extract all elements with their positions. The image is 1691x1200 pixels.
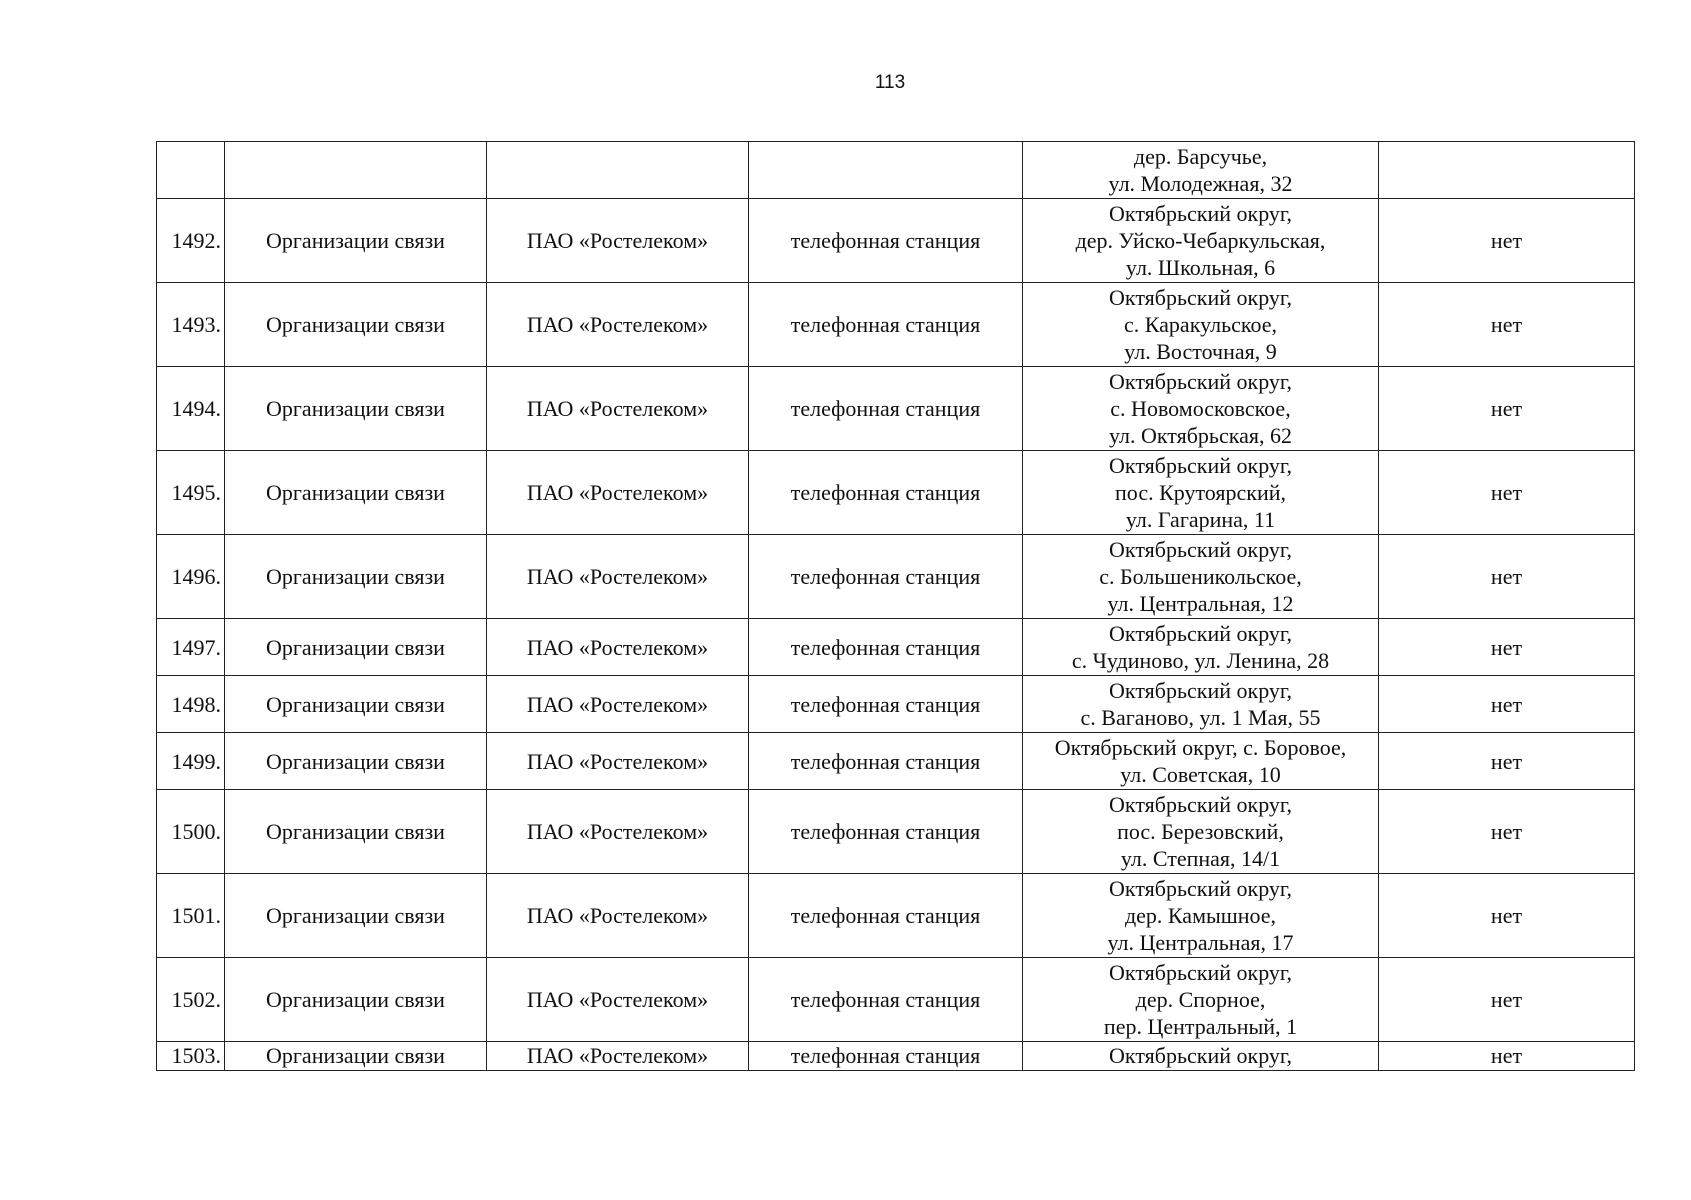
cell-value: нет: [1379, 451, 1635, 535]
cell-address: [1023, 1042, 1379, 1071]
cell-value: нет: [1379, 1042, 1635, 1071]
cell-object: телефонная станция: [749, 619, 1023, 676]
cell-category: Организации связи: [225, 958, 487, 1042]
cell-address: [1023, 283, 1379, 367]
cell-category: [225, 142, 487, 199]
cell-address: [1023, 790, 1379, 874]
cell-category: Организации связи: [225, 733, 487, 790]
cell-category: Организации связи: [225, 535, 487, 619]
cell-value: нет: [1379, 199, 1635, 283]
address-line: Октябрьский округ,: [1109, 678, 1292, 703]
cell-address: [1023, 451, 1379, 535]
cell-value: нет: [1379, 790, 1635, 874]
cell-value: нет: [1379, 619, 1635, 676]
cell-category: Организации связи: [225, 676, 487, 733]
address-line: ул. Молодежная, 32: [1108, 171, 1293, 196]
cell-org: ПАО «Ростелеком»: [487, 958, 749, 1042]
cell-address: [1023, 733, 1379, 790]
cell-value: нет: [1379, 958, 1635, 1042]
cell-value: нет: [1379, 676, 1635, 733]
cell-address: [1023, 619, 1379, 676]
table-row: [157, 619, 1635, 676]
document-table: [156, 141, 1635, 1071]
cell-num: 1498.: [157, 676, 225, 733]
cell-value: нет: [1379, 733, 1635, 790]
page-number: 113: [874, 72, 906, 93]
table-row: [157, 451, 1635, 535]
address-line: Октябрьский округ,: [1109, 285, 1292, 310]
address-line: дер. Спорное,: [1135, 987, 1266, 1012]
cell-num: 1499.: [157, 733, 225, 790]
cell-value: [1379, 142, 1635, 199]
cell-num: 1496.: [157, 535, 225, 619]
address-line: ул. Школьная, 6: [1125, 255, 1276, 280]
cell-num: 1501.: [157, 874, 225, 958]
cell-category: Организации связи: [225, 367, 487, 451]
cell-address: [1023, 676, 1379, 733]
address-line: дер. Барсучье,: [1133, 144, 1268, 169]
cell-object: телефонная станция: [749, 958, 1023, 1042]
table-row: [157, 874, 1635, 958]
cell-object: телефонная станция: [749, 874, 1023, 958]
cell-org: ПАО «Ростелеком»: [487, 676, 749, 733]
cell-category: Организации связи: [225, 199, 487, 283]
address-line: ул. Центральная, 12: [1107, 591, 1294, 616]
cell-object: телефонная станция: [749, 733, 1023, 790]
cell-address: [1023, 535, 1379, 619]
address-line: ул. Центральная, 17: [1107, 930, 1294, 955]
address-line: Октябрьский округ,: [1109, 537, 1292, 562]
address-line: ул. Степная, 14/1: [1120, 846, 1281, 871]
cell-org: [487, 142, 749, 199]
address-line: ул. Октябрьская, 62: [1109, 423, 1292, 448]
cell-object: телефонная станция: [749, 367, 1023, 451]
cell-num: 1495.: [157, 451, 225, 535]
cell-category: Организации связи: [225, 283, 487, 367]
address-line: Октябрьский округ,: [1109, 792, 1292, 817]
address-line: с. Ваганово, ул. 1 Мая, 55: [1080, 705, 1321, 730]
table-body: [157, 142, 1635, 1071]
cell-value: нет: [1379, 874, 1635, 958]
address-line: дер. Уйско-Чебаркульская,: [1075, 228, 1326, 253]
cell-org: ПАО «Ростелеком»: [487, 199, 749, 283]
cell-num: [157, 142, 225, 199]
address-line: пос. Крутоярский,: [1115, 480, 1286, 505]
table-row: [157, 1042, 1635, 1071]
cell-object: телефонная станция: [749, 535, 1023, 619]
cell-org: ПАО «Ростелеком»: [487, 1042, 749, 1071]
cell-num: 1492.: [157, 199, 225, 283]
cell-category: Организации связи: [225, 619, 487, 676]
cell-value: нет: [1379, 367, 1635, 451]
address-line: дер. Камышное,: [1124, 903, 1277, 928]
cell-num: 1493.: [157, 283, 225, 367]
address-line: Октябрьский округ, с. Боровое,: [1054, 735, 1347, 760]
cell-object: [749, 142, 1023, 199]
cell-org: ПАО «Ростелеком»: [487, 874, 749, 958]
cell-org: ПАО «Ростелеком»: [487, 451, 749, 535]
table-row: [157, 958, 1635, 1042]
table-row: [157, 790, 1635, 874]
address-line: пер. Центральный, 1: [1103, 1014, 1298, 1039]
cell-address: [1023, 142, 1379, 199]
address-line: Октябрьский округ,: [1109, 453, 1292, 478]
table-row: [157, 367, 1635, 451]
cell-org: ПАО «Ростелеком»: [487, 367, 749, 451]
cell-category: Организации связи: [225, 790, 487, 874]
table-row: [157, 733, 1635, 790]
table-row: [157, 535, 1635, 619]
cell-org: ПАО «Ростелеком»: [487, 283, 749, 367]
table-row-continuation: [157, 142, 1635, 199]
address-line: пос. Березовский,: [1117, 819, 1284, 844]
cell-address: [1023, 874, 1379, 958]
address-line: с. Чудиново, ул. Ленина, 28: [1071, 648, 1330, 673]
address-line: Октябрьский округ,: [1109, 1043, 1292, 1068]
address-line: с. Новомосковское,: [1110, 396, 1291, 421]
cell-num: 1497.: [157, 619, 225, 676]
table-row: [157, 283, 1635, 367]
cell-object: телефонная станция: [749, 451, 1023, 535]
cell-num: 1502.: [157, 958, 225, 1042]
address-line: Октябрьский округ,: [1109, 960, 1292, 985]
cell-address: [1023, 199, 1379, 283]
table-row: [157, 676, 1635, 733]
address-line: Октябрьский округ,: [1109, 876, 1292, 901]
address-line: с. Большеникольское,: [1099, 564, 1302, 589]
cell-address: [1023, 958, 1379, 1042]
cell-num: 1494.: [157, 367, 225, 451]
cell-org: ПАО «Ростелеком»: [487, 733, 749, 790]
address-line: ул. Восточная, 9: [1124, 339, 1277, 364]
address-line: Октябрьский округ,: [1109, 369, 1292, 394]
cell-object: телефонная станция: [749, 676, 1023, 733]
address-line: ул. Советская, 10: [1120, 762, 1281, 787]
cell-object: телефонная станция: [749, 283, 1023, 367]
cell-org: ПАО «Ростелеком»: [487, 619, 749, 676]
document-table-container: [156, 141, 1634, 1071]
cell-object: телефонная станция: [749, 790, 1023, 874]
cell-object: телефонная станция: [749, 1042, 1023, 1071]
cell-address: [1023, 367, 1379, 451]
cell-value: нет: [1379, 283, 1635, 367]
cell-category: Организации связи: [225, 874, 487, 958]
cell-num: 1503.: [157, 1042, 225, 1071]
cell-org: ПАО «Ростелеком»: [487, 790, 749, 874]
cell-org: ПАО «Ростелеком»: [487, 535, 749, 619]
address-line: Октябрьский округ,: [1109, 201, 1292, 226]
cell-object: телефонная станция: [749, 199, 1023, 283]
cell-num: 1500.: [157, 790, 225, 874]
address-line: Октябрьский округ,: [1109, 621, 1292, 646]
address-line: с. Каракульское,: [1124, 312, 1277, 337]
address-line: ул. Гагарина, 11: [1125, 507, 1276, 532]
cell-value: нет: [1379, 535, 1635, 619]
cell-category: Организации связи: [225, 1042, 487, 1071]
cell-category: Организации связи: [225, 451, 487, 535]
table-row: [157, 199, 1635, 283]
